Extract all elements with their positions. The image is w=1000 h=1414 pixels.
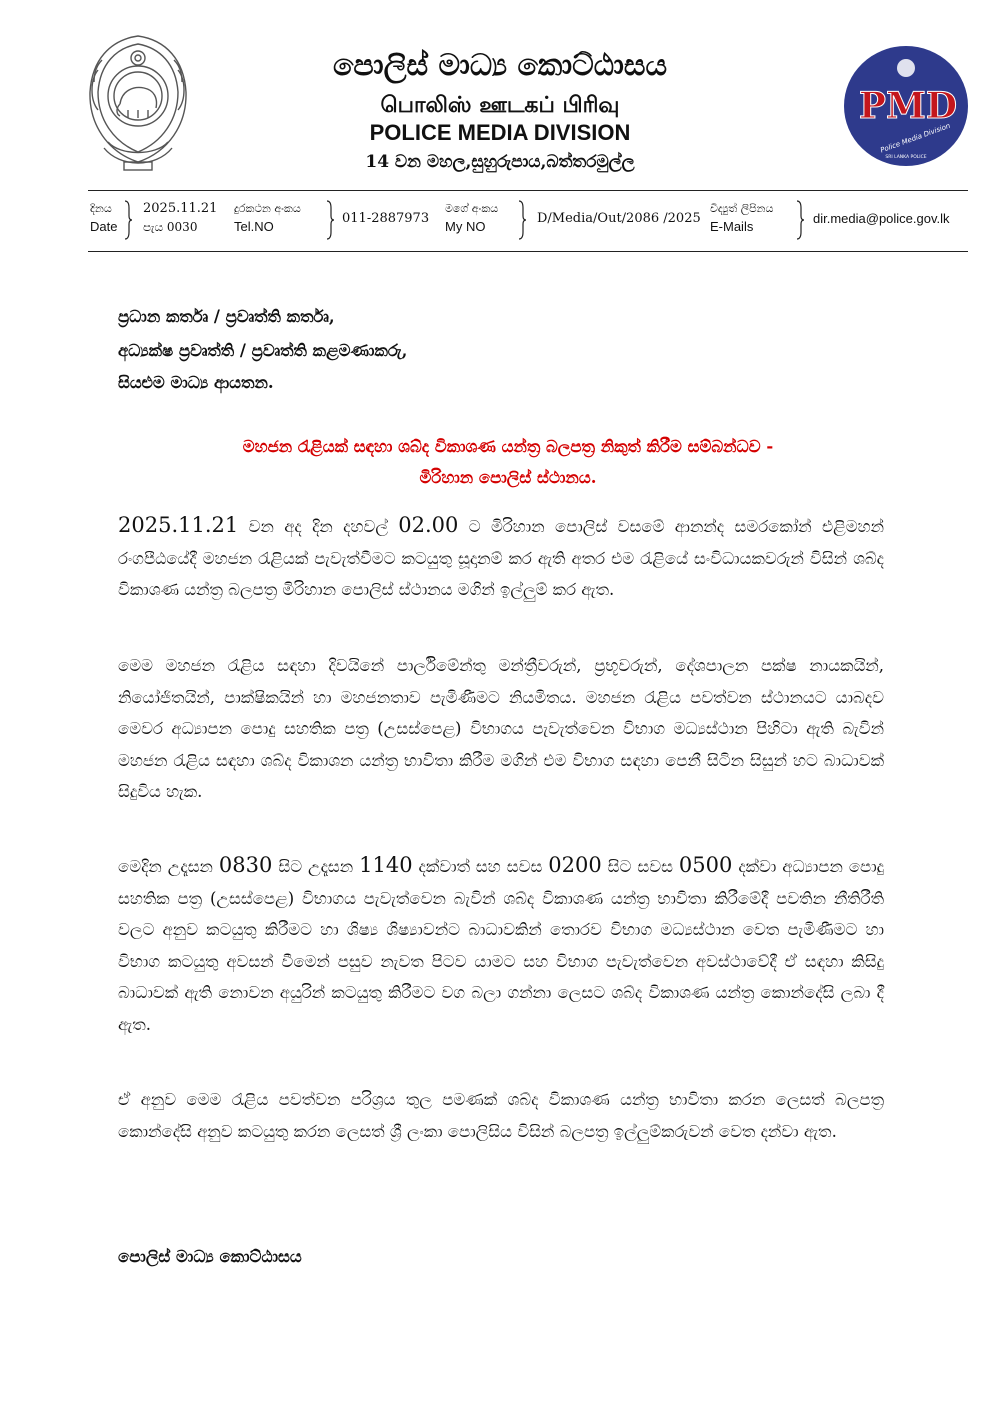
header-title-english: POLICE MEDIA DIVISION [369, 120, 631, 145]
p3-b: සිට උදෑසන [272, 857, 360, 876]
date-label-en: Date [90, 219, 118, 234]
time-value-text: පැය 0030 [143, 220, 198, 234]
tel-value: 011-2887973 [342, 211, 430, 226]
subject-line-1: මහජන රැළියක් සඳහා ශබ්ද විකාශණ යන්ත්‍ර බලපත්‍ර නිකුත් කිරීම සම්බන්ධව - [242, 437, 774, 456]
tel-label [234, 200, 301, 236]
p1-date: 2025.11.21 [118, 513, 239, 537]
addressee-line-3: සියළුම මාධ්‍ය ආයතන. [118, 373, 274, 392]
brace-icon [518, 200, 526, 240]
addressee-line-2: අධ්‍යක්ෂ ප්‍රවෘත්ති / ප්‍රවෘත්ති කළමණාකරු, [118, 341, 408, 360]
pmd-logo-subtitle: Police Media Division [879, 121, 952, 155]
addressee-line-1: ප්‍රධාන කර්තෘ / ප්‍රවෘත්ති කර්තෘ, [118, 307, 335, 326]
date-value [143, 200, 217, 236]
header-title-sinhala: පොලිස් මාධ්‍ය කොට්ඨාසය [332, 48, 668, 83]
body-paragraph-1 [118, 510, 884, 606]
email-label-si: විද්‍යුත් ලිපිනය [710, 202, 774, 215]
brace-icon [326, 200, 334, 240]
header-divider-top [88, 190, 968, 191]
header-title-tamil: பொலிஸ் ஊடகப் பிரிவு [380, 92, 620, 118]
date-value-text: 2025.11.21 [143, 201, 218, 216]
myno-label-si: මගේ අංකය [445, 202, 499, 215]
brace-icon [796, 200, 804, 240]
myno-label [445, 200, 498, 236]
tel-label-si: දුරකථන අංකය [234, 202, 301, 215]
pmd-logo-footer: SRI LANKA POLICE [885, 155, 927, 160]
date-label [90, 200, 117, 236]
tel-label-en: Tel.NO [234, 219, 274, 234]
subject-line-2: මිරිහාන පොලිස් ස්ථානය. [419, 468, 597, 487]
p3-time-2: 1140 [359, 853, 413, 877]
email-value[interactable]: dir.media@police.gov.lk [813, 211, 950, 226]
header-divider-bottom [88, 251, 968, 252]
p3-time-3: 0200 [548, 853, 602, 877]
pmd-logo-text: PMD [858, 85, 958, 127]
myno-label-en: My NO [445, 219, 486, 234]
p3-c: දක්වාත් සහ සවස [412, 857, 549, 876]
myno-value: D/Media/Out/2086 /2025 [537, 211, 701, 226]
p3-a: මෙදින උදෑසන [118, 857, 219, 876]
body-paragraph-4: ඒ අනුව මෙම රැළිය පවත්වන පරිශ්‍රය තුල පමණක් ශබ්ද විකාශණ යන්ත්‍ර භාවිතා කරන ලෙසත් බලපත්‍ර කොන්දේසි අනුව කටයුතු කරන ලෙසත් ශ්‍රී ලංකා පොලිසිය විසින් බලපත්‍ර ඉල්ලුම්කරුවන් වෙත දන්වා ඇත. [118, 1090, 884, 1141]
body-paragraph-3 [118, 850, 884, 1040]
police-crest-icon [80, 30, 196, 180]
p1-mid: වන අද දින දහවල් [238, 517, 399, 536]
p3-time-4: 0500 [678, 853, 733, 877]
email-label [710, 200, 773, 236]
header-address: 14 වන මහල,සුහුරුපාය,බත්තරමුල්ල [365, 152, 635, 172]
body-paragraph-2: මෙම මහජන රැළිය සඳහා දිවයිනේ පාර්ලිමේන්තු මන්ත්‍රීවරුන්, ප්‍රභූවරුන්, දේශපාලන පක්ෂ නායකයින්, නියෝජිතයින්, පාක්ෂිකයින් හා මහජනතාව පැමිණීමට නියමිතය. මහජන රැළිය පවත්වන ස්ථානයට යාබදව මෙවර අධ්‍යාපන පොදු සහතික පත්‍ර (උසස්පෙළ) විභාගය පැවැත්වෙන විභාග මධ්‍යස්ථාන පිහිටා ඇති බැවින් මහජන රැළිය සඳහා ශබ්ද විකාශන යන්ත්‍ර භාවිතා කිරීම මගින් එම විභාග සඳහා පෙනී සිටින සිසුන් හට බාධාවක් සිදුවිය හැක. [118, 656, 884, 801]
p1-rest: ට මිරිහාන පොලිස් වසමේ ආනන්ද සමරකෝන් එළිමහන් රංගපීඨයේදී මහජන රැළියක් පැවැත්වීමට කටයුතු සූදානම් කර ඇති අතර එම රැළියේ සංවිධායකවරුන් විසින් ශබ්ද විකාශණ යන්ත්‍ර බලපත්‍ර මිරිහාන පොලිස් ස්ථානය මගින් ඉල්ලුම් කර ඇත. [118, 517, 884, 599]
brace-icon [124, 200, 132, 240]
email-label-en: E-Mails [710, 219, 754, 234]
p3-rest: දක්වා අධ්‍යාපන පොදු සහතික පත්‍ර (උසස්පෙළ) විභාගය පැවැත්වෙන බැවින් ශබ්ද විකාශණ යන්ත්‍ර භාවිතා කිරීමේදී පවතින නීතිරීති වලට අනුව කටයුතු කිරීමට හා ශිෂ්‍ය ශිෂ්‍යාවන්ට බාධාවකින් තොරව විභාග මධ්‍යස්ථාන වෙත පැමිණීමට හා විභාග කටයුතු අවසන් වීමෙන් පසුව නැවත පිටව යාමට සහ විභාග පැවැත්වෙන අවස්ථාවේදී ඒ සඳහා කිසිදු බාධාවක් ඇති නොවන අයුරින් කටයුතු කිරීමට වග බලා ගන්නා ලෙසට ශබ්ද විකාශණ යන්ත්‍ර කොන්දේසි ලබා දී ඇත. [118, 857, 884, 1034]
p3-time-1: 0830 [218, 853, 273, 877]
signoff: පොලිස් මාධ්‍ය කොට්ඨාසය [118, 1247, 302, 1266]
pmd-badge-icon [842, 44, 974, 168]
p3-d: සිට සවස [601, 857, 679, 876]
date-label-si: දිනය [90, 202, 112, 215]
p1-time: 02.00 [398, 513, 459, 537]
